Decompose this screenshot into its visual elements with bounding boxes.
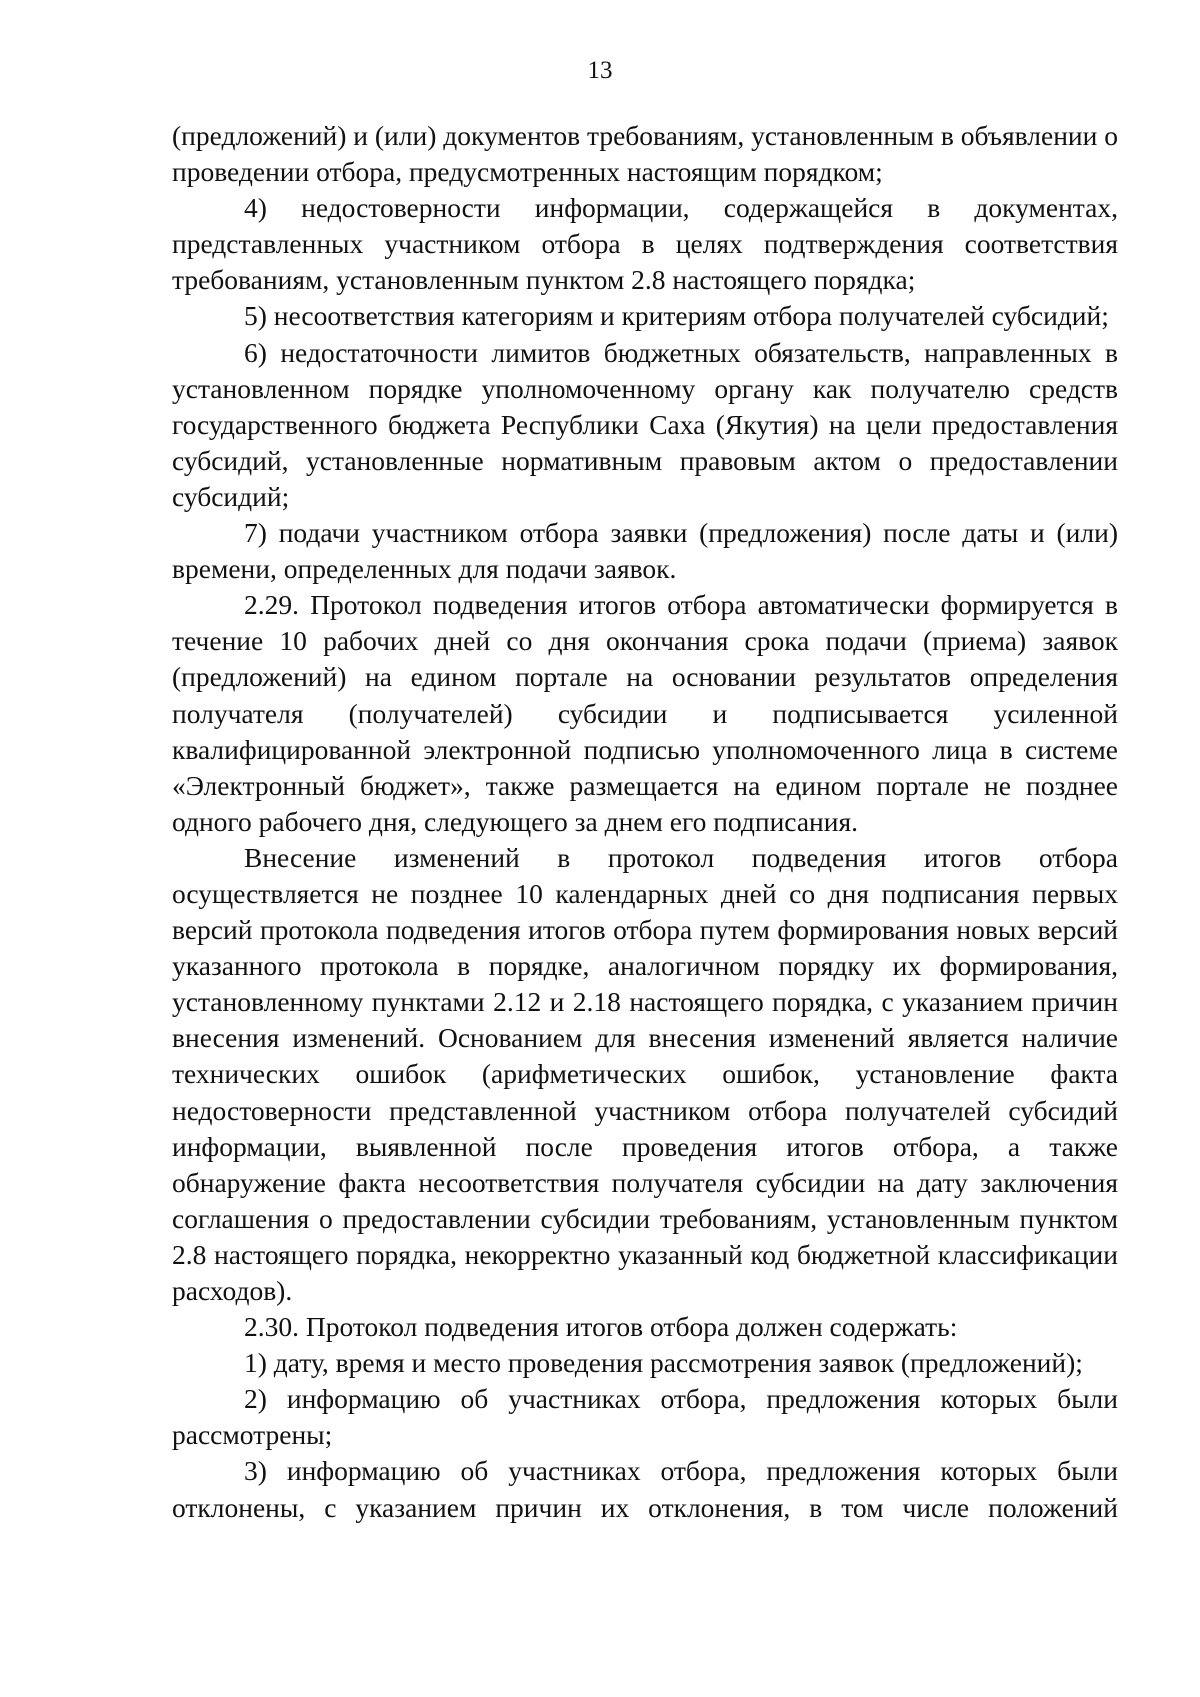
paragraph-2-30-item-2: 2) информацию об участниках отбора, предложения которых были рассмотрены;: [172, 1383, 1118, 1451]
body-text: [172, 118, 1118, 1526]
paragraph-item-6: 6) недостаточности лимитов бюджетных обязательств, направленных в установленном порядке уполномоченному органу как получателю средств государственного бюджета Республики Саха (Якутия) на цели предоставления субсидий, установленные нормативным правовым актом о предоставлении субсидий;: [172, 336, 1118, 512]
page-number: 13: [587, 57, 613, 84]
paragraph-item-4: 4) недостоверности информации, содержащейся в документах, представленных участником отбора в целях подтверждения соответствия требованиям, установленным пунктом 2.8 настоящего порядка;: [172, 192, 1118, 296]
paragraph-2-30-item-3: 3) информацию об участниках отбора, предложения которых были отклонены, с указанием причин их отклонения, в том числе положений: [172, 1455, 1118, 1523]
paragraph-2-30-item-1: 1) дату, время и место проведения рассмотрения заявок (предложений);: [244, 1347, 1083, 1379]
paragraph-item-7: 7) подачи участником отбора заявки (предложения) после даты и (или) времени, определенных для подачи заявок.: [172, 517, 1118, 585]
paragraph-continuation: (предложений) и (или) документов требованиям, установленным в объявлении о проведении отбора, предусмотренных настоящим порядком;: [172, 120, 1118, 188]
paragraph-2-30: 2.30. Протокол подведения итогов отбора должен содержать:: [244, 1311, 958, 1343]
paragraph-2-29: 2.29. Протокол подведения итогов отбора автоматически формируется в течение 10 рабочих дней со дня окончания срока подачи (приема) заявок (предложений) на едином портале на основании результатов определения получателя (получателей) субсидии и подписывается усиленной квалифицированной электронной подписью уполномоченного лица в системе «Электронный бюджет», также размещается на едином портале не позднее одного рабочего дня, следующего за днем его подписания.: [172, 589, 1118, 837]
paragraph-amendments: Внесение изменений в протокол подведения итогов отбора осуществляется не позднее 10 календарных дней со дня подписания первых версий протокола подведения итогов отбора путем формирования новых версий указанного протокола в порядке, аналогичном порядку их формирования, установленному пунктами 2.12 и 2.18 настоящего порядка, с указанием причин внесения изменений. Основанием для внесения изменений является наличие технических ошибок (арифметических ошибок, установление факта недостоверности представленной участником отбора получателей субсидий информации, выявленной после проведения итогов отбора, а также обнаружение факта несоответствия получателя субсидии на дату заключения соглашения о предоставлении субсидии требованиям, установленным пунктом 2.8 настоящего порядка, некорректно указанный код бюджетной классификации расходов).: [172, 841, 1118, 1306]
paragraph-item-5: 5) несоответствия категориям и критериям отбора получателей субсидий;: [244, 300, 1109, 332]
